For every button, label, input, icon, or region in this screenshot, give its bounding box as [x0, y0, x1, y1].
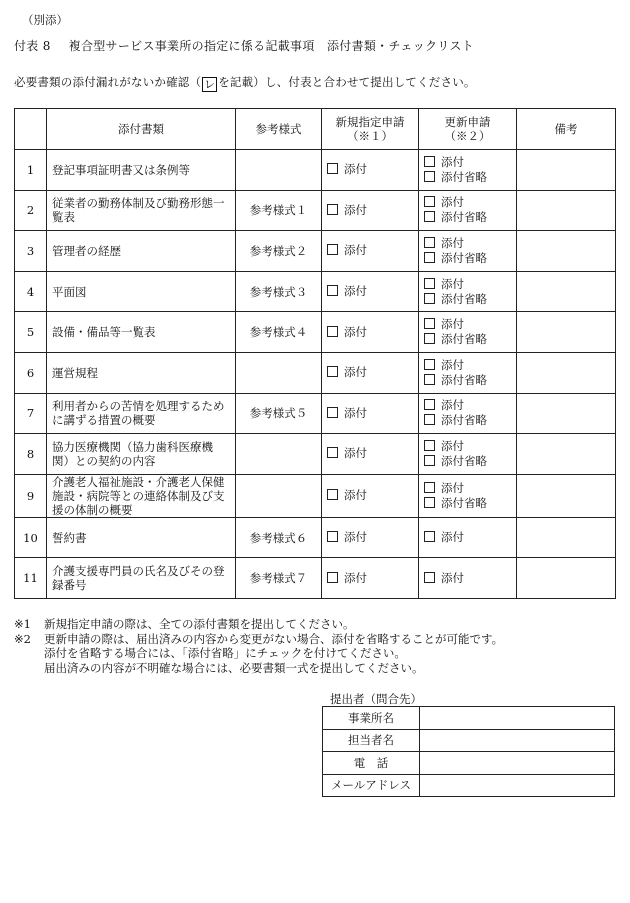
checkbox-icon[interactable] — [424, 399, 435, 410]
remarks-cell[interactable] — [517, 190, 616, 231]
form-number: 付表 8 — [14, 39, 51, 53]
reference-form — [236, 150, 322, 191]
renew-omit-option[interactable]: 添付省略 — [424, 210, 511, 225]
document-name: 登記事項証明書又は条例等 — [47, 150, 236, 191]
renew-attach-option[interactable]: 添付 — [424, 195, 511, 210]
checkbox-icon[interactable] — [424, 531, 435, 542]
reference-form: 参考様式１ — [236, 190, 322, 231]
checkbox-icon[interactable] — [424, 374, 435, 385]
contact-field-label: 電 話 — [323, 752, 420, 775]
checkbox-icon[interactable] — [327, 531, 338, 542]
renew-omit-option[interactable]: 添付省略 — [424, 413, 511, 428]
new-attach-option[interactable]: 添付 — [327, 530, 413, 545]
new-attach-option[interactable]: 添付 — [327, 243, 413, 258]
table-row — [15, 231, 616, 272]
new-attach-option[interactable]: 添付 — [327, 203, 413, 218]
row-number: 11 — [15, 558, 47, 599]
footnotes — [14, 617, 503, 675]
table-row — [15, 150, 616, 191]
remarks-cell[interactable] — [517, 558, 616, 599]
document-name: 介護支援専門員の氏名及びその登録番号 — [47, 558, 236, 599]
new-application-cell — [322, 150, 419, 191]
renewal-application-cell — [419, 231, 517, 272]
renew-omit-option[interactable]: 添付省略 — [424, 251, 511, 266]
checkbox-icon[interactable] — [327, 204, 338, 215]
new-application-cell — [322, 231, 419, 272]
remarks-cell[interactable] — [517, 150, 616, 191]
instruction-after: を記載）し、付表と合わせて提出してください。 — [218, 75, 476, 89]
checkbox-icon[interactable] — [327, 326, 338, 337]
document-name: 従業者の勤務体制及び勤務形態一覧表 — [47, 190, 236, 231]
contact-row — [323, 774, 615, 797]
checkbox-icon[interactable] — [327, 572, 338, 583]
new-application-cell — [322, 474, 419, 517]
checkbox-icon[interactable] — [327, 244, 338, 255]
renew-omit-option[interactable]: 添付省略 — [424, 292, 511, 307]
checkbox-icon[interactable] — [327, 447, 338, 458]
new-attach-option[interactable]: 添付 — [327, 162, 413, 177]
contact-field-value[interactable] — [420, 752, 615, 775]
checkbox-icon[interactable] — [327, 489, 338, 500]
document-name: 誓約書 — [47, 517, 236, 558]
reference-form — [236, 474, 322, 517]
reference-form — [236, 352, 322, 393]
renew-attach-option[interactable]: 添付 — [424, 277, 511, 292]
document-name: 平面図 — [47, 271, 236, 312]
renew-attach-option[interactable]: 添付 — [424, 155, 511, 170]
remarks-cell[interactable] — [517, 231, 616, 272]
footnote-2-line3: 届出済みの内容が不明確な場合には、必要書類一式を提出してください。 — [44, 660, 424, 675]
renew-omit-option[interactable]: 添付省略 — [424, 170, 511, 185]
renewal-application-cell — [419, 312, 517, 353]
renew-attach-option[interactable]: 添付 — [424, 571, 511, 586]
checkbox-icon[interactable] — [424, 359, 435, 370]
row-number: 1 — [15, 150, 47, 191]
header-reference: 参考様式 — [236, 109, 322, 150]
remarks-cell[interactable] — [517, 393, 616, 434]
instruction-before: 必要書類の添付漏れがないか確認（ — [14, 75, 202, 89]
footnote-2: ※2 更新申請の際は、届出済みの内容から変更がない場合、添付を省略することが可能です。 — [14, 631, 504, 646]
header-renewal-application: 更新申請 （※２） — [419, 109, 517, 150]
checkbox-icon[interactable] — [327, 285, 338, 296]
header-document: 添付書類 — [47, 109, 236, 150]
table-header-row — [15, 109, 616, 150]
contact-field-value[interactable] — [420, 774, 615, 797]
renew-omit-option[interactable]: 添付省略 — [424, 454, 511, 469]
table-row — [15, 558, 616, 599]
table-row — [15, 352, 616, 393]
renewal-application-cell — [419, 150, 517, 191]
checkbox-icon[interactable] — [327, 163, 338, 174]
table-row — [15, 190, 616, 231]
new-attach-option[interactable]: 添付 — [327, 365, 413, 380]
new-attach-option[interactable]: 添付 — [327, 284, 413, 299]
renew-omit-option[interactable]: 添付省略 — [424, 332, 511, 347]
renewal-application-cell — [419, 434, 517, 475]
renew-attach-option[interactable]: 添付 — [424, 358, 511, 373]
reference-form — [236, 434, 322, 475]
checkbox-icon[interactable] — [327, 407, 338, 418]
new-application-cell — [322, 558, 419, 599]
checkbox-icon[interactable] — [424, 318, 435, 329]
title-text: 複合型サービス事業所の指定に係る記載事項 添付書類・チェックリスト — [68, 39, 474, 53]
remarks-cell[interactable] — [517, 434, 616, 475]
checkmark-icon: レ — [204, 78, 216, 91]
remarks-cell[interactable] — [517, 271, 616, 312]
new-application-cell — [322, 312, 419, 353]
renewal-application-cell — [419, 558, 517, 599]
reference-form: 参考様式５ — [236, 393, 322, 434]
checkbox-icon[interactable] — [424, 211, 435, 222]
contact-field-value[interactable] — [420, 707, 615, 730]
table-row — [15, 312, 616, 353]
contact-row — [323, 752, 615, 775]
contact-field-label: メールアドレス — [323, 774, 420, 797]
reference-form: 参考様式３ — [236, 271, 322, 312]
renew-omit-option[interactable]: 添付省略 — [424, 496, 511, 511]
reference-form: 参考様式７ — [236, 558, 322, 599]
row-number: 4 — [15, 271, 47, 312]
row-number: 9 — [15, 474, 47, 517]
checkbox-icon[interactable] — [424, 237, 435, 248]
remarks-cell[interactable] — [517, 352, 616, 393]
instruction-text — [14, 74, 476, 92]
new-application-cell — [322, 352, 419, 393]
renew-attach-option[interactable]: 添付 — [424, 439, 511, 454]
remarks-cell[interactable] — [517, 517, 616, 558]
row-number: 3 — [15, 231, 47, 272]
contact-field-label: 事業所名 — [323, 707, 420, 730]
new-application-cell — [322, 393, 419, 434]
reference-form: 参考様式２ — [236, 231, 322, 272]
checkbox-icon[interactable] — [327, 366, 338, 377]
checkbox-icon[interactable] — [424, 196, 435, 207]
new-application-cell — [322, 190, 419, 231]
new-attach-option[interactable]: 添付 — [327, 488, 413, 503]
new-attach-option[interactable]: 添付 — [327, 446, 413, 461]
renewal-application-cell — [419, 271, 517, 312]
new-application-cell — [322, 434, 419, 475]
row-number: 6 — [15, 352, 47, 393]
appendix-label: （別添） — [22, 13, 68, 27]
reference-form: 参考様式６ — [236, 517, 322, 558]
contact-field-value[interactable] — [420, 729, 615, 752]
checkbox-icon[interactable] — [424, 156, 435, 167]
new-application-cell — [322, 271, 419, 312]
footnote-1: ※1 新規指定申請の際は、全ての添付書類を提出してください。 — [14, 617, 355, 631]
renewal-application-cell — [419, 393, 517, 434]
submitter-label: 提出者（問合先） — [330, 692, 422, 706]
document-name: 利用者からの苦情を処理するために講ずる措置の概要 — [47, 393, 236, 434]
table-row — [15, 271, 616, 312]
document-name: 協力医療機関（協力歯科医療機関）との契約の内容 — [47, 434, 236, 475]
header-remarks: 備考 — [517, 109, 616, 150]
submitter-contact-table — [322, 706, 615, 797]
page-title — [14, 37, 474, 54]
renew-attach-option[interactable]: 添付 — [424, 530, 511, 545]
checkbox-icon[interactable] — [424, 497, 435, 508]
contact-row — [323, 707, 615, 730]
renewal-application-cell — [419, 474, 517, 517]
checkbox-icon[interactable] — [424, 333, 435, 344]
row-number: 10 — [15, 517, 47, 558]
checklist-table — [14, 108, 616, 599]
new-attach-option[interactable]: 添付 — [327, 571, 413, 586]
contact-field-label: 担当者名 — [323, 729, 420, 752]
checkbox-icon[interactable] — [424, 278, 435, 289]
renew-attach-option[interactable]: 添付 — [424, 481, 511, 496]
remarks-cell[interactable] — [517, 312, 616, 353]
checkbox-icon[interactable] — [424, 171, 435, 182]
document-name: 設備・備品等一覧表 — [47, 312, 236, 353]
remarks-cell[interactable] — [517, 474, 616, 517]
footnote-2-line2: 添付を省略する場合には、「添付省略」にチェックを付けてください。 — [44, 646, 406, 660]
checkbox-icon[interactable] — [424, 440, 435, 451]
renew-attach-option[interactable]: 添付 — [424, 317, 511, 332]
row-number: 8 — [15, 434, 47, 475]
new-attach-option[interactable]: 添付 — [327, 325, 413, 340]
header-new-application: 新規指定申請 （※１） — [322, 109, 419, 150]
new-attach-option[interactable]: 添付 — [327, 406, 413, 421]
contact-row — [323, 729, 615, 752]
reference-form: 参考様式４ — [236, 312, 322, 353]
renewal-application-cell — [419, 517, 517, 558]
renew-attach-option[interactable]: 添付 — [424, 236, 511, 251]
checkbox-icon[interactable] — [424, 252, 435, 263]
checkbox-icon[interactable] — [424, 293, 435, 304]
renew-attach-option[interactable]: 添付 — [424, 398, 511, 413]
row-number: 7 — [15, 393, 47, 434]
row-number: 5 — [15, 312, 47, 353]
table-row — [15, 474, 616, 517]
row-number: 2 — [15, 190, 47, 231]
renewal-application-cell — [419, 190, 517, 231]
document-name: 介護老人福祉施設・介護老人保健施設・病院等との連絡体制及び支援の体制の概要 — [47, 474, 236, 517]
document-name: 管理者の経歴 — [47, 231, 236, 272]
checkbox-icon[interactable] — [424, 414, 435, 425]
checkbox-icon[interactable] — [424, 482, 435, 493]
new-application-cell — [322, 517, 419, 558]
table-row — [15, 434, 616, 475]
renew-omit-option[interactable]: 添付省略 — [424, 373, 511, 388]
checkbox-icon[interactable] — [424, 572, 435, 583]
header-no — [15, 109, 47, 150]
renewal-application-cell — [419, 352, 517, 393]
table-row — [15, 393, 616, 434]
table-row — [15, 517, 616, 558]
document-name: 運営規程 — [47, 352, 236, 393]
checkbox-icon[interactable] — [424, 455, 435, 466]
